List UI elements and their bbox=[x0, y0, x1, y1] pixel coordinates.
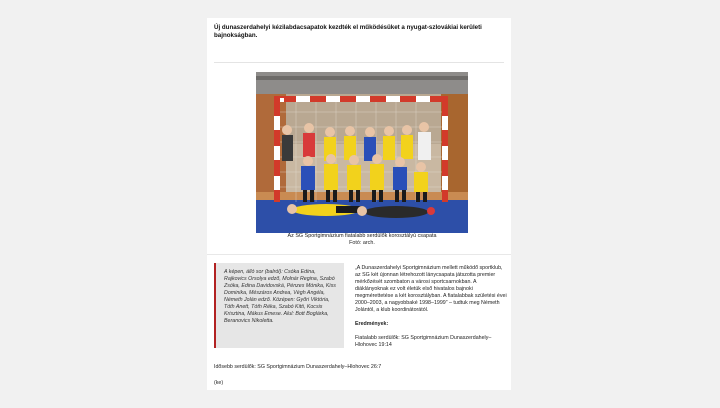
team-photo bbox=[256, 72, 468, 233]
divider bbox=[207, 254, 511, 255]
divider bbox=[214, 62, 504, 63]
coordinator-quote: „A Dunaszerdahelyi Sportgimnázium mellett működő sportklub, az SG két újonnan létrehozott lánycsapata játszotta premier mérkőzését szombaton a városi sportcsarnokban. A diáklányoknak ez volt életük első hivatalos bajnoki megmérettetése a két korosztályban. A fiatalabbak születési évei 2000–2003, a nagyobbaké 1998–1999” – tudtuk meg Németh Jolántól, a klub koordinátorától. bbox=[355, 265, 507, 313]
results-heading: Eredmények: bbox=[355, 321, 389, 327]
article-container bbox=[207, 18, 511, 390]
article-lead: Új dunaszerdahelyi kézilabdacsapatok kezdték el működésüket a nyugat-szlovákiai kerületi bajnokságban. bbox=[214, 24, 482, 39]
article-body bbox=[355, 265, 507, 356]
photo-names-box: A képen, álló sor (balról): Csóka Edina, Rajkovics Orsolya edző, Molnár Regina, Szabó Zsóka, Edina Davidovská, Pénzes Mónika, Kiss Dominika, Mészáros Andrea, Végh Angéla, Németh Jolán edző. Középen: Győri Viktória, Tóth Anett, Tóth Réka, Szabó Kitti, Kocsis Krisztina, Mákus Emese. Alul: Bott Boglárka, Beranovics Nikoletta. bbox=[214, 263, 344, 348]
photo-caption bbox=[247, 233, 477, 247]
result-younger: Fiatalabb serdülők: SG Sportgimnázium Dunaszerdahely–Hlohovec 19:14 bbox=[355, 335, 492, 348]
author-signature: (ke) bbox=[214, 380, 224, 386]
photo-credit: Fotó: arch. bbox=[349, 240, 375, 246]
result-older: Idősebb serdülők: SG Sportgimnázium Dunaszerdahely–Hlohovec 26:7 bbox=[214, 364, 382, 370]
caption-text: Az SG Sportgimnázium fiatalabb serdülők korosztályú csapata bbox=[287, 233, 437, 239]
